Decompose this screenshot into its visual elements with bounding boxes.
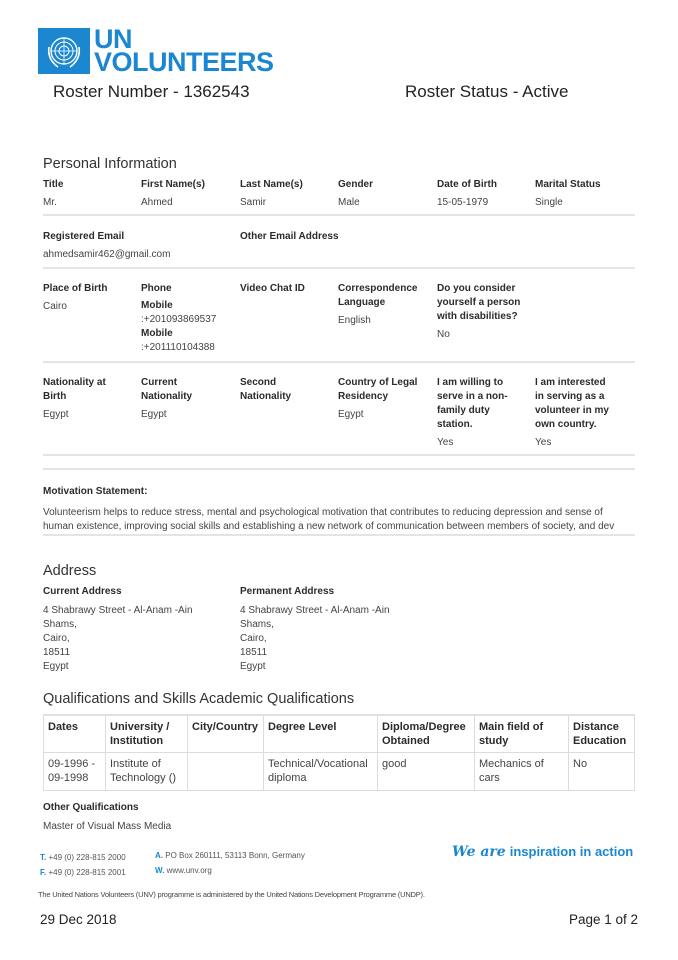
- field-value: Male: [338, 197, 360, 208]
- field-serve-own-country: [535, 376, 615, 450]
- academic-qualifications-table: [43, 714, 635, 791]
- field-country-of-legal-residency: [338, 376, 426, 422]
- un-emblem-icon: [38, 28, 90, 74]
- tagline-text: inspiration in action: [509, 844, 634, 859]
- divider: [43, 534, 635, 536]
- motivation-text: Volunteerism helps to reduce stress, mental and psychological motivation that contributes to reducing depression and sense of human existence, improving social skills and establishing a new network of communication between members of society, and dev: [43, 507, 615, 532]
- field-gender: [338, 178, 430, 210]
- column-header: Distance Education: [569, 715, 635, 753]
- field-video-chat-id: [240, 282, 332, 300]
- phone-type: Mobile: [141, 300, 173, 311]
- field-value: Master of Visual Mass Media: [43, 821, 172, 832]
- field-value: Single: [535, 197, 563, 208]
- field-second-nationality: [240, 376, 312, 408]
- field-value: 15-05-1979: [437, 197, 489, 208]
- cell-degree-level: Technical/Vocational diploma: [264, 753, 378, 791]
- tel-value: +49 (0) 228-815 2000: [48, 853, 126, 862]
- field-correspondence-language: [338, 282, 423, 328]
- table-row: [44, 753, 635, 791]
- footer-phone-fax: [40, 850, 126, 880]
- field-label: Permanent Address: [240, 586, 335, 597]
- field-value: Egypt: [338, 409, 364, 420]
- address-line: Shams,: [240, 619, 274, 630]
- field-label: Place of Birth: [43, 283, 108, 294]
- address-line: 18511: [43, 647, 71, 658]
- personal-row-contact: [43, 282, 635, 363]
- tel-key: T.: [40, 853, 47, 862]
- field-value: Cairo: [43, 301, 67, 312]
- personal-row-basic: [43, 178, 635, 216]
- field-label: First Name(s): [141, 179, 205, 190]
- field-value: Yes: [437, 437, 454, 448]
- field-value: No: [437, 329, 450, 340]
- field-label: Other Qualifications: [43, 802, 139, 813]
- tagline: [452, 844, 633, 860]
- field-label: Second Nationality: [240, 377, 292, 402]
- field-phone: [141, 282, 233, 355]
- field-label: Current Address: [43, 586, 122, 597]
- address-line: 18511: [240, 647, 268, 658]
- fax-value: +49 (0) 228-815 2001: [48, 868, 126, 877]
- field-label: Marital Status: [535, 179, 601, 190]
- field-value: Mr.: [43, 197, 57, 208]
- address-line: Cairo,: [43, 633, 70, 644]
- motivation-statement: [43, 485, 635, 534]
- field-first-name: [141, 178, 233, 210]
- unv-logo: [38, 24, 274, 77]
- address-line: Egypt: [43, 661, 69, 672]
- qualifications-title: Qualifications and Skills Academic Qualifications: [43, 691, 355, 707]
- field-title: [43, 178, 135, 210]
- cell-diploma-obtained: good: [378, 753, 475, 791]
- field-label: Country of Legal Residency: [338, 377, 418, 402]
- field-label: Correspondence Language: [338, 283, 418, 308]
- cell-distance-education: No: [569, 753, 635, 791]
- field-marital-status: [535, 178, 627, 210]
- admin-note: The United Nations Volunteers (UNV) programme is administered by the United Nations Development Programme (UNDP).: [38, 890, 425, 899]
- personal-information-title: Personal Information: [43, 156, 177, 172]
- field-label: Last Name(s): [240, 179, 303, 190]
- address-line: 4 Shabrawy Street - Al-Anam -Ain: [43, 605, 193, 616]
- field-last-name: [240, 178, 332, 210]
- addr-value: PO Box 260111, 53113 Bonn, Germany: [165, 851, 305, 860]
- cell-institution: Institute of Technology (): [106, 753, 188, 791]
- personal-row-email: [43, 230, 635, 269]
- field-value: Samir: [240, 197, 267, 208]
- current-address: [43, 585, 223, 674]
- column-header: University / Institution: [106, 715, 188, 753]
- footer-address-web: [155, 848, 305, 878]
- field-nationality-at-birth: [43, 376, 115, 422]
- footer-date: 29 Dec 2018: [40, 912, 117, 927]
- field-label: Phone: [141, 283, 172, 294]
- field-value: ahmedsamir462@gmail.com: [43, 249, 171, 260]
- column-header: Dates: [44, 715, 106, 753]
- web-key: W.: [155, 866, 165, 875]
- field-registered-email: [43, 230, 233, 262]
- column-header: Degree Level: [264, 715, 378, 753]
- table-header-row: [44, 715, 635, 753]
- cell-field-of-study: Mechanics of cars: [475, 753, 569, 791]
- field-disabilities: [437, 282, 521, 342]
- field-label: Video Chat ID: [240, 283, 305, 294]
- addr-key: A.: [155, 851, 163, 860]
- logo-text-volunteers: VOLUNTEERS: [94, 47, 274, 77]
- field-label: Title: [43, 179, 64, 190]
- page-number: Page 1 of 2: [568, 912, 638, 927]
- field-value: English: [338, 315, 371, 326]
- field-value: Yes: [535, 437, 552, 448]
- field-label: Date of Birth: [437, 179, 497, 190]
- other-qualifications: [43, 801, 171, 834]
- address-line: Shams,: [43, 619, 77, 630]
- field-place-of-birth: [43, 282, 135, 314]
- cell-city-country: [188, 753, 264, 791]
- column-header: City/Country: [188, 715, 264, 753]
- column-header: Main field of study: [475, 715, 569, 753]
- logo-text-un: UN: [94, 24, 132, 54]
- phone-type: Mobile: [141, 328, 173, 339]
- divider: [43, 468, 635, 470]
- roster-number: Roster Number - 1362543: [53, 82, 250, 101]
- address-line: Egypt: [240, 661, 266, 672]
- field-label: Nationality at Birth: [43, 377, 106, 402]
- tagline-script: We are: [452, 844, 506, 860]
- address-line: Cairo,: [240, 633, 267, 644]
- field-value: Egypt: [43, 409, 69, 420]
- address-title: Address: [43, 563, 97, 579]
- phone-number: :+201093869537: [141, 314, 217, 325]
- phone-number: :+201110104388: [141, 342, 215, 353]
- field-label: Gender: [338, 179, 374, 190]
- field-non-family-duty-station: [437, 376, 515, 450]
- web-link[interactable]: www.unv.org: [166, 866, 212, 875]
- cell-dates: 09-1996 - 09-1998: [44, 753, 106, 791]
- field-date-of-birth: [437, 178, 529, 210]
- personal-row-nationality: [43, 376, 635, 456]
- fax-key: F.: [40, 868, 47, 877]
- field-value: Egypt: [141, 409, 167, 420]
- field-current-nationality: [141, 376, 213, 422]
- field-label: I am interested in serving as a volunteer in my own country.: [535, 377, 609, 430]
- permanent-address: [240, 585, 420, 674]
- address-line: 4 Shabrawy Street - Al-Anam -Ain: [240, 605, 390, 616]
- roster-status: Roster Status - Active: [405, 82, 569, 101]
- motivation-label: Motivation Statement:: [43, 486, 148, 497]
- field-label: I am willing to serve in a non-family duty station.: [437, 377, 508, 430]
- field-label: Registered Email: [43, 231, 125, 242]
- field-label: Current Nationality: [141, 377, 193, 402]
- field-label: Do you consider yourself a person with disabilities?: [437, 283, 521, 322]
- field-label: Other Email Address: [240, 231, 339, 242]
- field-value: Ahmed: [141, 197, 173, 208]
- column-header: Diploma/Degree Obtained: [378, 715, 475, 753]
- field-other-email: [240, 230, 430, 248]
